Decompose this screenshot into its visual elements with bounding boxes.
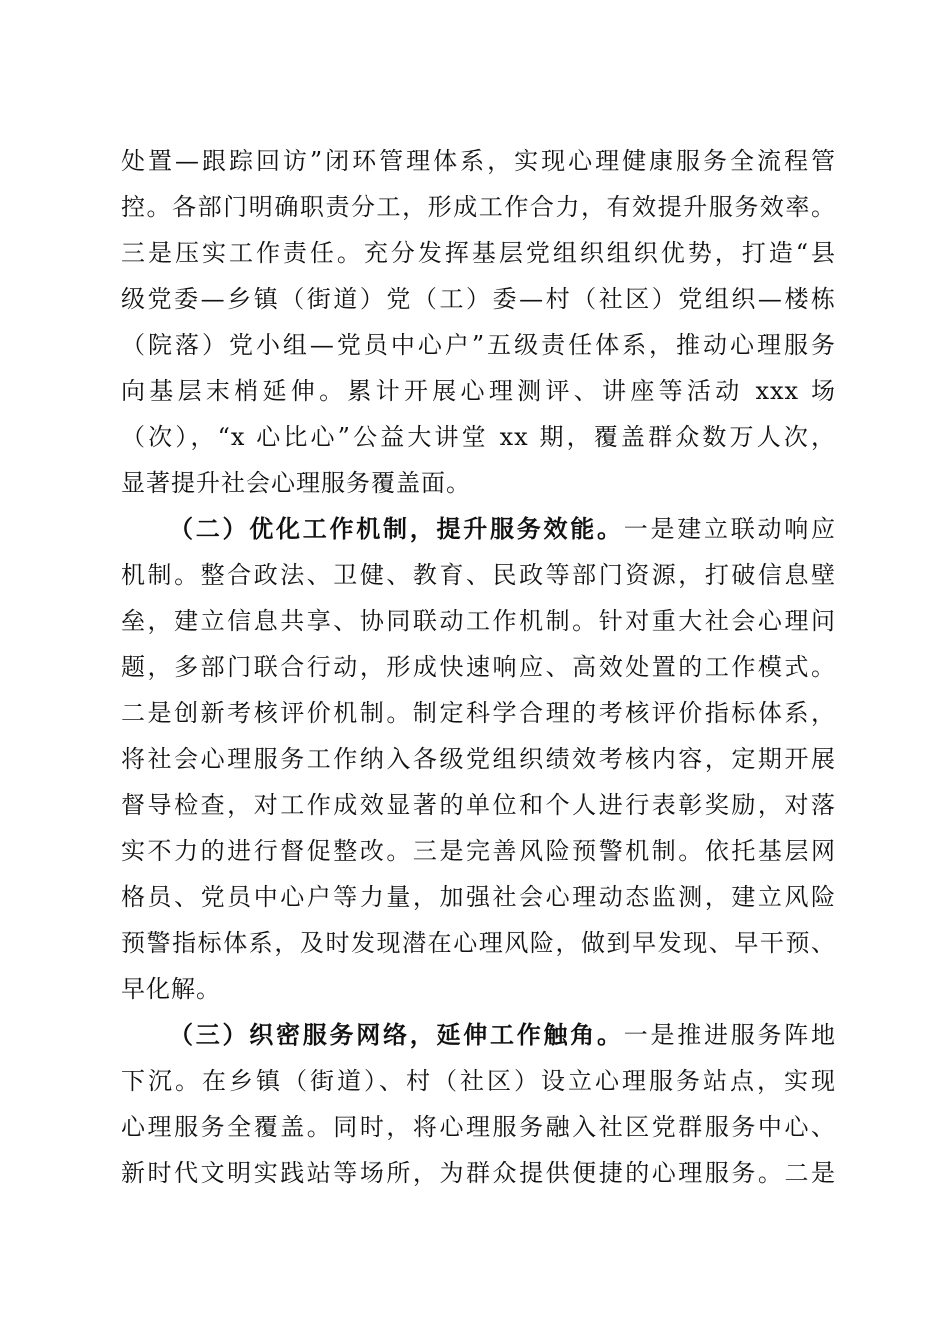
text-line: （次），“x 心比心”公益大讲堂 xx 期，覆盖群众数万人次， xyxy=(121,423,836,451)
text-line: 控。各部门明确职责分工，形成工作合力，有效提升服务效率。 xyxy=(121,193,836,221)
text-line: 预警指标体系，及时发现潜在心理风险，做到早发现、早干预、 xyxy=(121,929,836,957)
text-line: 将社会心理服务工作纳入各级党组织绩效考核内容，定期开展 xyxy=(121,745,836,773)
text-line: 向基层末梢延伸。累计开展心理测评、讲座等活动 xxx 场 xyxy=(121,377,836,405)
text-line: 机制。整合政法、卫健、教育、民政等部门资源，打破信息壁 xyxy=(121,561,836,589)
text-span: 一是推进服务阵地 xyxy=(623,1021,836,1049)
text-line: 实不力的进行督促整改。三是完善风险预警机制。依托基层网 xyxy=(121,837,836,865)
text-line: 处置—跟踪回访”闭环管理体系，实现心理健康服务全流程管 xyxy=(121,147,836,175)
text-line: 下沉。在乡镇（街道）、村（社区）设立心理服务站点，实现 xyxy=(121,1067,836,1095)
text-line: 心理服务全覆盖。同时，将心理服务融入社区党群服务中心、 xyxy=(121,1113,836,1141)
text-line: 级党委—乡镇（街道）党（工）委—村（社区）党组织—楼栋 xyxy=(121,285,836,313)
text-line: 题，多部门联合行动，形成快速响应、高效处置的工作模式。 xyxy=(121,653,836,681)
text-line: 督导检查，对工作成效显著的单位和个人进行表彰奖励，对落 xyxy=(121,791,836,819)
text-span: 一是建立联动响应 xyxy=(623,515,836,543)
text-line: 新时代文明实践站等场所，为群众提供便捷的心理服务。二是 xyxy=(121,1159,836,1187)
text-line: 三是压实工作责任。充分发挥基层党组织组织优势，打造“县 xyxy=(121,239,836,267)
text-line: 垒，建立信息共享、协同联动工作机制。针对重大社会心理问 xyxy=(121,607,836,635)
paragraph-2-first-line xyxy=(169,509,836,549)
text-line: 格员、党员中心户等力量，加强社会心理动态监测，建立风险 xyxy=(121,883,836,911)
text-line: 显著提升社会心理服务覆盖面。 xyxy=(121,469,471,497)
section-heading-2: （二）优化工作机制，提升服务效能。 xyxy=(169,514,624,543)
text-line: 二是创新考核评价机制。制定科学合理的考核评价指标体系， xyxy=(121,699,836,727)
text-line: 早化解。 xyxy=(121,975,221,1003)
section-heading-3: （三）织密服务网络，延伸工作触角。 xyxy=(169,1020,624,1049)
text-line: （院落）党小组—党员中心户”五级责任体系，推动心理服务 xyxy=(121,331,836,359)
paragraph-3-first-line xyxy=(169,1015,836,1055)
